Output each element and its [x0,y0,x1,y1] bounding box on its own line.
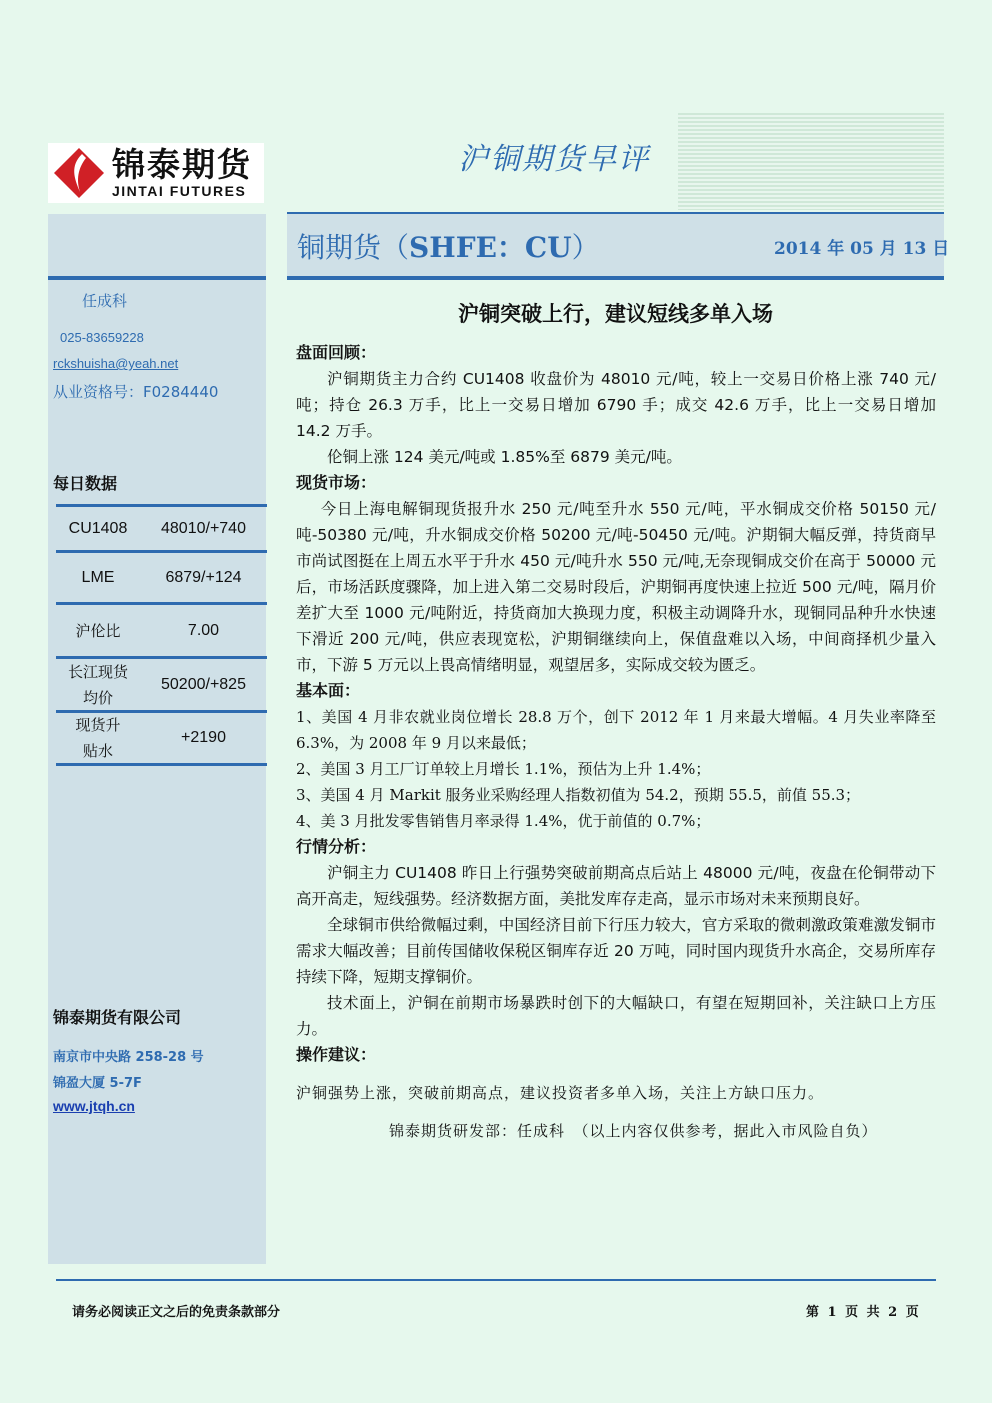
footer-divider [56,1279,936,1281]
analyst-phone: 025-83659228 [60,330,144,345]
daily-value: 50200/+825 [161,675,246,693]
footer-page-info: 第 1 页 共 2 页 [806,1305,919,1320]
daily-value: 6879/+124 [165,568,242,586]
analyst-name: 任成科 [82,292,128,310]
product-title [297,226,600,266]
company-website-link[interactable]: www.jtqh.cn [53,1098,135,1114]
section-heading-fundamentals: 基本面： [296,681,361,700]
paragraph: 今日上海电解铜现货报升水 250 元/吨至升水 550 元/吨，平水铜成交价格 50150 元/吨-50380 元/吨，升水铜成交价格 50200 元/吨-50450 元/吨。沪期铜大幅反弹，持货商早市尚试图挺在上周五水平于升水 450 元/吨升水 550 元/吨,无奈现铜成交价在高于 50000 元后，市场活跃度骤降，加上进入第二交易时段后，沪期铜再度快速上拉近 500 元/吨，隔月价差扩大至 1000 元/吨附近，持货商加大换现力度，积极主动调降升水，现铜同品种升水快速下滑近 200 元/吨，供应表现宽松，沪期铜继续向上，保值盘难以入场，中间商择机少量入市，下游 5 万元以上畏高情绪明显，观望居多，实际成交较为匮乏。 [296,500,936,674]
daily-label: CU1408 [68,519,128,537]
article-title: 沪铜突破上行，建议短线多单入场 [458,302,773,326]
report-date: 2014 年 05 月 13 日 [774,239,950,259]
title-band-bottom-line [287,276,944,280]
paragraph: 沪铜主力 CU1408 昨日上行强势突破前期高点后站上 48000 元/吨，夜盘在伦铜带动下高开高走，短线强势。经济数据方面，美批发库存走高，显示市场对未来预期良好。 [296,864,936,908]
sidebar-divider [48,276,266,280]
daily-label: 沪伦比 [75,621,121,640]
paragraph: 全球铜市供给微幅过剩，中国经济目前下行压力较大，官方采取的微刺激政策难激发铜市需求大幅改善；目前传国储收保税区铜库存近 20 万吨，同时国内现货升水高企，交易所库存持续下降，短期支撑铜价。 [296,916,936,986]
paragraph: 沪铜期货主力合约 CU1408 收盘价为 48010 元/吨，较上一交易日价格上涨 740 元/吨；持仓 26.3 万手，比上一交易日增加 6790 手；成交 42.6 万手，比上一交易日增加 14.2 万手。 [296,370,936,440]
company-logo [48,143,264,203]
analyst-certificate: 从业资格号：F0284440 [53,383,219,401]
section-heading-advice: 操作建议： [296,1045,377,1064]
daily-label: LME [81,568,115,586]
signature: 锦泰期货研发部：任成科 （以上内容仅供参考，据此入市风险自负） [389,1122,878,1140]
analyst-email-link[interactable]: rckshuisha@yeah.net [53,356,179,371]
logo-english-name: JINTAI FUTURES [112,183,247,199]
daily-value: 48010/+740 [161,519,246,537]
article-body [296,340,936,1144]
logo-mark-icon [52,146,106,200]
list-item: 3、美国 4 月 Markit 服务业采购经理人指数初值为 54.2，预期 55.5，前值 55.3； [296,786,861,804]
table-row [56,710,267,766]
table-row [56,550,267,602]
daily-value: 7.00 [187,621,220,639]
list-item: 4、美 3 月批发零售销售月率录得 1.4%，优于前值的 0.7%； [296,812,711,830]
section-heading-analysis: 行情分析： [296,837,377,856]
company-name: 锦泰期货有限公司 [53,1008,182,1027]
daily-data-heading: 每日数据 [53,474,118,493]
table-row [56,602,267,656]
list-item: 2、美国 3 月工厂订单较上月增长 1.1%，预估为上升 1.4%； [296,760,711,778]
section-heading-review: 盘面回顾： [296,343,377,362]
advice-text: 沪铜强势上涨，突破前期高点，建议投资者多单入场，关注上方缺口压力。 [296,1084,825,1102]
daily-label: 现货升贴水 [75,716,121,760]
daily-label: 长江现货均价 [68,662,129,707]
product-title-close: ） [571,231,600,264]
footer-disclaimer-note: 请务必阅读正文之后的免责条款部分 [72,1305,281,1320]
paragraph: 技术面上，沪铜在前期市场暴跌时创下的大幅缺口，有望在短期回补，关注缺口上方压力。 [296,994,936,1038]
daily-value: +2190 [181,729,226,746]
daily-data-table [56,504,267,766]
paragraph: 伦铜上涨 124 美元/吨或 1.85%至 6879 美元/吨。 [327,448,682,466]
company-address-line2: 锦盈大厦 5-7F [53,1076,142,1091]
section-heading-spot: 现货市场： [296,473,377,492]
report-title: 沪铜期货早评 [458,142,650,177]
company-address-line1: 南京市中央路 258-28 号 [53,1050,204,1065]
product-title-cn: 铜期货（ [297,231,410,264]
table-row [56,656,267,710]
header-hatch-decoration [678,113,944,210]
product-code: SHFE：CU [409,231,572,264]
list-item: 1、美国 4 月非农就业岗位增长 28.8 万个，创下 2012 年 1 月来最大增幅。4 月失业率降至 6.3%，为 2008 年 9 月以来最低； [296,708,936,752]
logo-chinese-name: 锦泰期货 [112,145,252,184]
table-row [56,504,267,550]
